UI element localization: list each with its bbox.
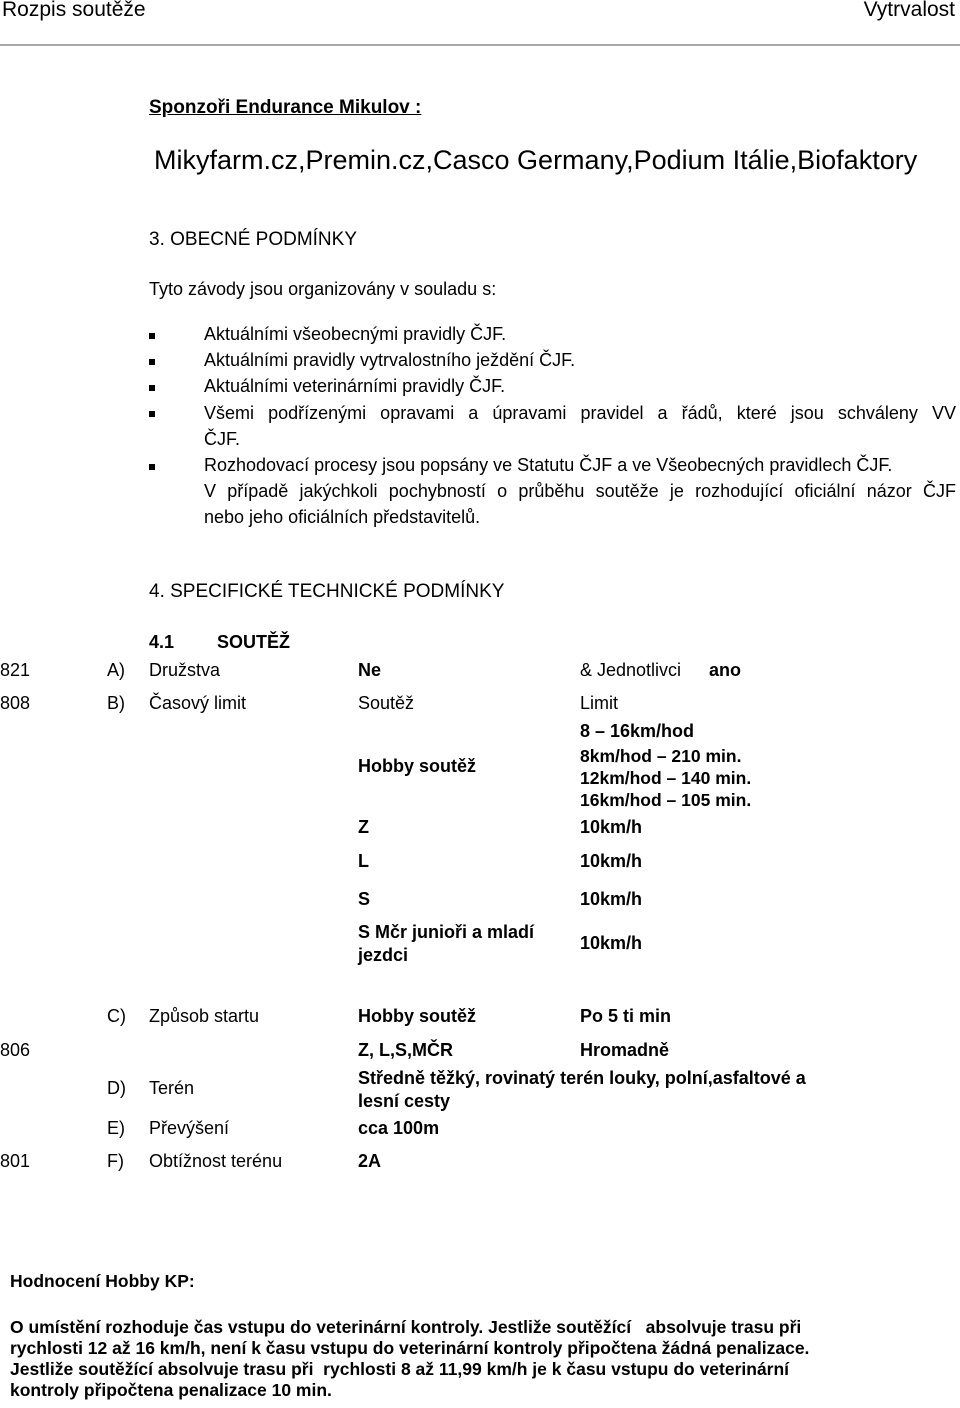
start-hobby-label: Hobby soutěž (358, 1006, 477, 1026)
terrain-value-continued: lesní cesty (358, 1091, 451, 1111)
row-letter: E) (107, 1118, 125, 1138)
row-code: 808 (0, 693, 31, 713)
row-label: Časový limit (149, 693, 247, 713)
start-categories-value: Hromadně (580, 1040, 670, 1060)
header-left: Rozpis soutěže (2, 0, 146, 21)
bullet-item: Aktuálními veterinárními pravidly ČJF. (204, 376, 506, 396)
sponsors-heading: Sponzoři Endurance Mikulov : (149, 97, 422, 118)
difficulty-value: 2A (358, 1151, 382, 1171)
subsection-number: 4.1 (149, 632, 175, 652)
row-label-2: & Jednotlivci (580, 660, 682, 680)
row-code: 801 (0, 1151, 31, 1171)
bullet-icon (149, 359, 155, 365)
row-label: Způsob startu (149, 1006, 260, 1026)
category-s-value: 10km/h (580, 889, 643, 909)
bullet-icon (149, 411, 155, 417)
row-letter: D) (107, 1078, 126, 1098)
start-categories-label: Z, L,S,MČR (358, 1040, 453, 1060)
header-right: Vytrvalost (863, 0, 955, 21)
row-label: Družstva (149, 660, 221, 680)
row-label: Obtížnost terénu (149, 1151, 283, 1171)
column-header-competition: Soutěž (358, 693, 415, 713)
bullet-item: Rozhodovací procesy jsou popsány ve Statutu ČJF a ve Všeobecných pravidlech ČJF. (204, 455, 893, 475)
hobby-limit-line: 8 – 16km/hod (580, 721, 695, 741)
paragraph-line: nebo jeho oficiálních představitelů. (204, 507, 481, 527)
category-l-value: 10km/h (580, 851, 643, 871)
category-smcr-label-continued: jezdci (358, 945, 409, 965)
start-hobby-value: Po 5 ti min (580, 1006, 672, 1026)
hobby-kp-line: O umístění rozhoduje čas vstupu do veterinární kontroly. Jestliže soutěžící absolvuje trasu při (10, 1317, 802, 1337)
bullet-icon (149, 333, 155, 339)
hobby-kp-heading: Hodnocení Hobby KP: (10, 1271, 195, 1291)
section-3-intro: Tyto závody jsou organizovány v souladu s: (149, 279, 497, 299)
row-code: 821 (0, 660, 31, 680)
subsection-title: SOUTĚŽ (217, 632, 291, 652)
hobby-kp-line: kontroly připočtena penalizace 10 min. (10, 1380, 332, 1400)
row-value: Ne (358, 660, 382, 680)
category-smcr-value: 10km/h (580, 933, 643, 953)
bullet-item: Aktuálními pravidly vytrvalostního ježdění ČJF. (204, 350, 576, 370)
bullet-item: Aktuálními všeobecnými pravidly ČJF. (204, 324, 507, 344)
row-label: Převýšení (149, 1118, 230, 1138)
hobby-limit-line: 16km/hod – 105 min. (580, 790, 752, 810)
terrain-value: Středně těžký, rovinatý terén louky, polní,asfaltové a (358, 1068, 806, 1088)
elevation-value: cca 100m (358, 1118, 440, 1138)
hobby-kp-line: Jestliže soutěžící absolvuje trasu při rychlosti 8 až 11,99 km/h je k času vstupu do veterinární (10, 1359, 790, 1379)
bullet-icon (149, 464, 155, 470)
category-s-label: S (358, 889, 371, 909)
hobby-limit-line: 8km/hod – 210 min. (580, 746, 742, 766)
row-value-2: ano (709, 660, 742, 680)
section-4-title: 4. SPECIFICKÉ TECHNICKÉ PODMÍNKY (149, 581, 505, 602)
paragraph-line: V případě jakýchkoli pochybností o průběhu soutěže je rozhodující oficiální názor ČJF (204, 481, 956, 501)
row-code: 806 (0, 1040, 31, 1060)
bullet-item-continued: ČJF. (204, 429, 240, 449)
row-letter: A) (107, 660, 125, 680)
category-z-value: 10km/h (580, 817, 643, 837)
hobby-limit-line: 12km/hod – 140 min. (580, 768, 752, 788)
category-l-label: L (358, 851, 369, 871)
hobby-label: Hobby soutěž (358, 756, 477, 776)
category-smcr-label: S Mčr junioři a mladí (358, 922, 535, 942)
column-header-limit: Limit (580, 693, 619, 713)
category-z-label: Z (358, 817, 369, 837)
row-label: Terén (149, 1078, 195, 1098)
header-divider (0, 44, 960, 46)
row-letter: B) (107, 693, 125, 713)
section-3-title: 3. OBECNÉ PODMÍNKY (149, 229, 357, 250)
row-letter: F) (107, 1151, 124, 1171)
bullet-item: Všemi podřízenými opravami a úpravami pravidel a řádů, které jsou schváleny VV (204, 403, 956, 423)
bullet-icon (149, 385, 155, 391)
row-letter: C) (107, 1006, 126, 1026)
sponsors-list: Mikyfarm.cz,Premin.cz,Casco Germany,Podium Itálie,Biofaktory (154, 145, 918, 175)
hobby-kp-line: rychlosti 12 až 16 km/h, není k času vstupu do veterinární kontroly připočtena žádná penalizace. (10, 1338, 810, 1358)
